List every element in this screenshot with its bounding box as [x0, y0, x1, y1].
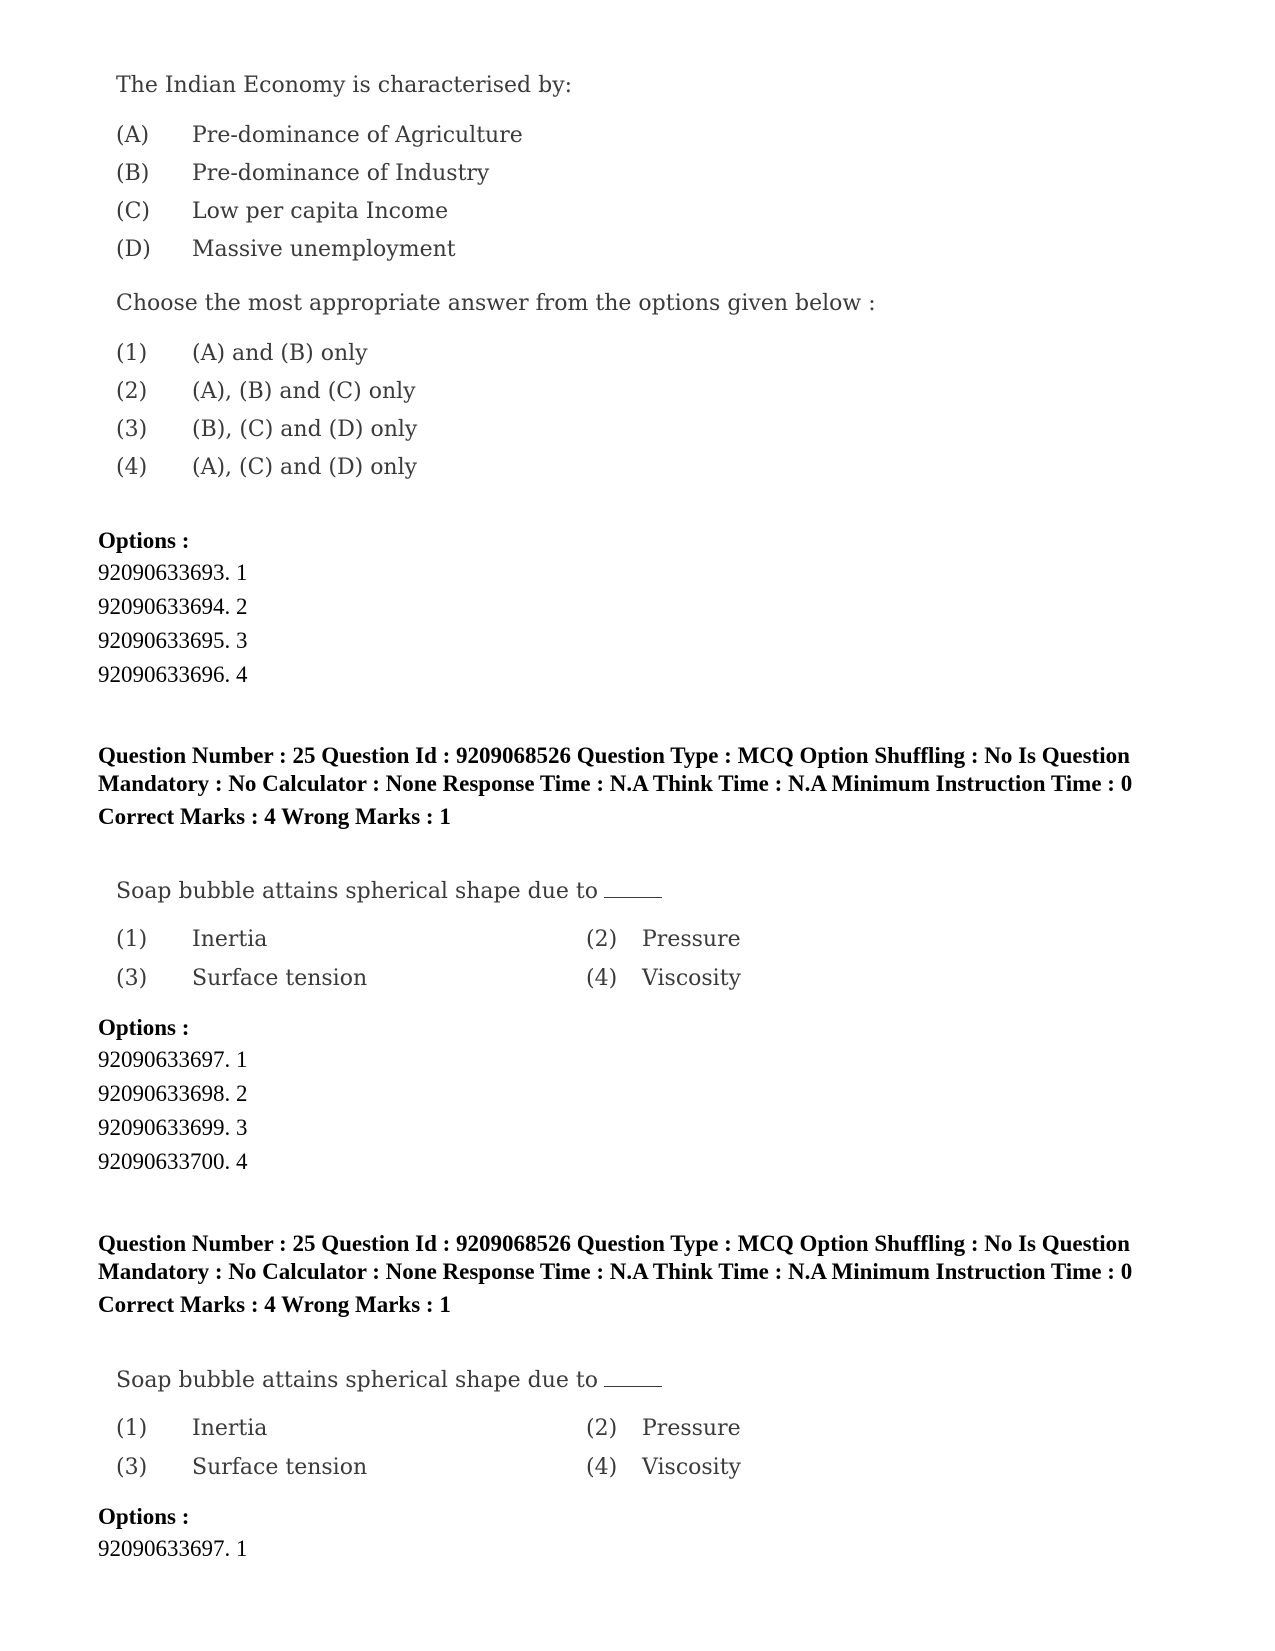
choice-label: (3) [116, 416, 148, 442]
stem-text: Soap bubble attains spherical shape due to [116, 1368, 598, 1393]
choice-text: Inertia [192, 1416, 268, 1441]
q1-statement-a [116, 116, 876, 154]
answer-blank [604, 1368, 662, 1387]
choice-label: (2) [586, 1416, 618, 1441]
q2-stem [116, 878, 886, 906]
choice-label: (4) [116, 454, 148, 480]
q2-question-image [116, 878, 886, 998]
q1-statement-d [116, 230, 876, 268]
q3-stem [116, 1367, 886, 1395]
statement-text: Massive unemployment [192, 236, 456, 262]
choice-label: (1) [116, 927, 148, 952]
choice-text: Surface tension [192, 1455, 368, 1480]
statement-text: Pre-dominance of Industry [192, 160, 490, 186]
choice-text: (A), (B) and (C) only [192, 378, 416, 404]
q1-choice-3 [116, 410, 876, 448]
q2-choice-3 [116, 959, 586, 998]
choice-label: (2) [586, 927, 618, 952]
q2-options-block [98, 1013, 248, 1179]
q3-choice-2 [586, 1409, 886, 1448]
q1-stem: The Indian Economy is characterised by: [116, 73, 573, 98]
choice-label: (1) [116, 340, 148, 366]
choice-text: Viscosity [642, 966, 741, 991]
choice-label: (3) [116, 966, 148, 991]
option-item: 92090633700. 4 [98, 1149, 248, 1174]
option-item: 92090633693. 1 [98, 560, 248, 585]
option-item: 92090633697. 1 [98, 1536, 248, 1561]
options-title: Options : [98, 1015, 190, 1040]
choice-text: Pressure [642, 1416, 741, 1441]
option-item: 92090633695. 3 [98, 628, 248, 653]
statement-label: (C) [116, 198, 150, 224]
q3-metadata [98, 1230, 1178, 1320]
option-item: 92090633696. 4 [98, 662, 248, 687]
choice-label: (1) [116, 1416, 148, 1441]
choice-label: (3) [116, 1455, 148, 1480]
option-item: 92090633697. 1 [98, 1047, 248, 1072]
options-title: Options : [98, 528, 190, 553]
choice-text: Pressure [642, 927, 741, 952]
statement-text: Low per capita Income [192, 198, 449, 224]
q2-metadata [98, 742, 1178, 832]
marks-line: Correct Marks : 4 Wrong Marks : 1 [98, 1292, 451, 1317]
q3-choice-4 [586, 1448, 886, 1487]
marks-line: Correct Marks : 4 Wrong Marks : 1 [98, 804, 451, 829]
option-item: 92090633694. 2 [98, 594, 248, 619]
q2-choice-4 [586, 959, 886, 998]
q3-choice-3 [116, 1448, 586, 1487]
choice-text: (B), (C) and (D) only [192, 416, 418, 442]
question-header: Question Number : 25 Question Id : 9209068526 Question Type : MCQ Option Shuffling : No Is Question Mandatory : No Calculator : None Response Time : N.A Think Time : N.A Minimum Instruction Time : 0 [98, 1231, 1133, 1284]
q1-instruction: Choose the most appropriate answer from the options given below : [116, 291, 876, 316]
choice-label: (4) [586, 966, 618, 991]
choice-text: Viscosity [642, 1455, 741, 1480]
q3-question-image [116, 1367, 886, 1487]
statement-label: (B) [116, 160, 150, 186]
q1-options-block [98, 526, 248, 692]
statement-label: (D) [116, 236, 151, 262]
statement-text: Pre-dominance of Agriculture [192, 122, 523, 148]
q2-choice-1 [116, 920, 586, 959]
choice-label: (4) [586, 1455, 618, 1480]
q1-choice-2 [116, 372, 876, 410]
q1-statement-c [116, 192, 876, 230]
question-header: Question Number : 25 Question Id : 9209068526 Question Type : MCQ Option Shuffling : No Is Question Mandatory : No Calculator : None Response Time : N.A Think Time : N.A Minimum Instruction Time : 0 [98, 743, 1133, 796]
q2-choices-grid [116, 920, 886, 998]
option-item: 92090633699. 3 [98, 1115, 248, 1140]
q1-choice-1 [116, 334, 876, 372]
statement-label: (A) [116, 122, 150, 148]
choice-text: (A), (C) and (D) only [192, 454, 418, 480]
q1-choice-4 [116, 448, 876, 486]
option-item: 92090633698. 2 [98, 1081, 248, 1106]
options-title: Options : [98, 1504, 190, 1529]
stem-text: Soap bubble attains spherical shape due to [116, 879, 598, 904]
choice-label: (2) [116, 378, 148, 404]
q3-choices-grid [116, 1409, 886, 1487]
q3-options-block [98, 1502, 248, 1566]
answer-blank [604, 879, 662, 898]
q3-choice-1 [116, 1409, 586, 1448]
q2-choice-2 [586, 920, 886, 959]
choice-text: (A) and (B) only [192, 340, 368, 366]
choice-text: Surface tension [192, 966, 368, 991]
choice-text: Inertia [192, 927, 268, 952]
q1-statement-b [116, 154, 876, 192]
q1-question-image [116, 72, 876, 486]
